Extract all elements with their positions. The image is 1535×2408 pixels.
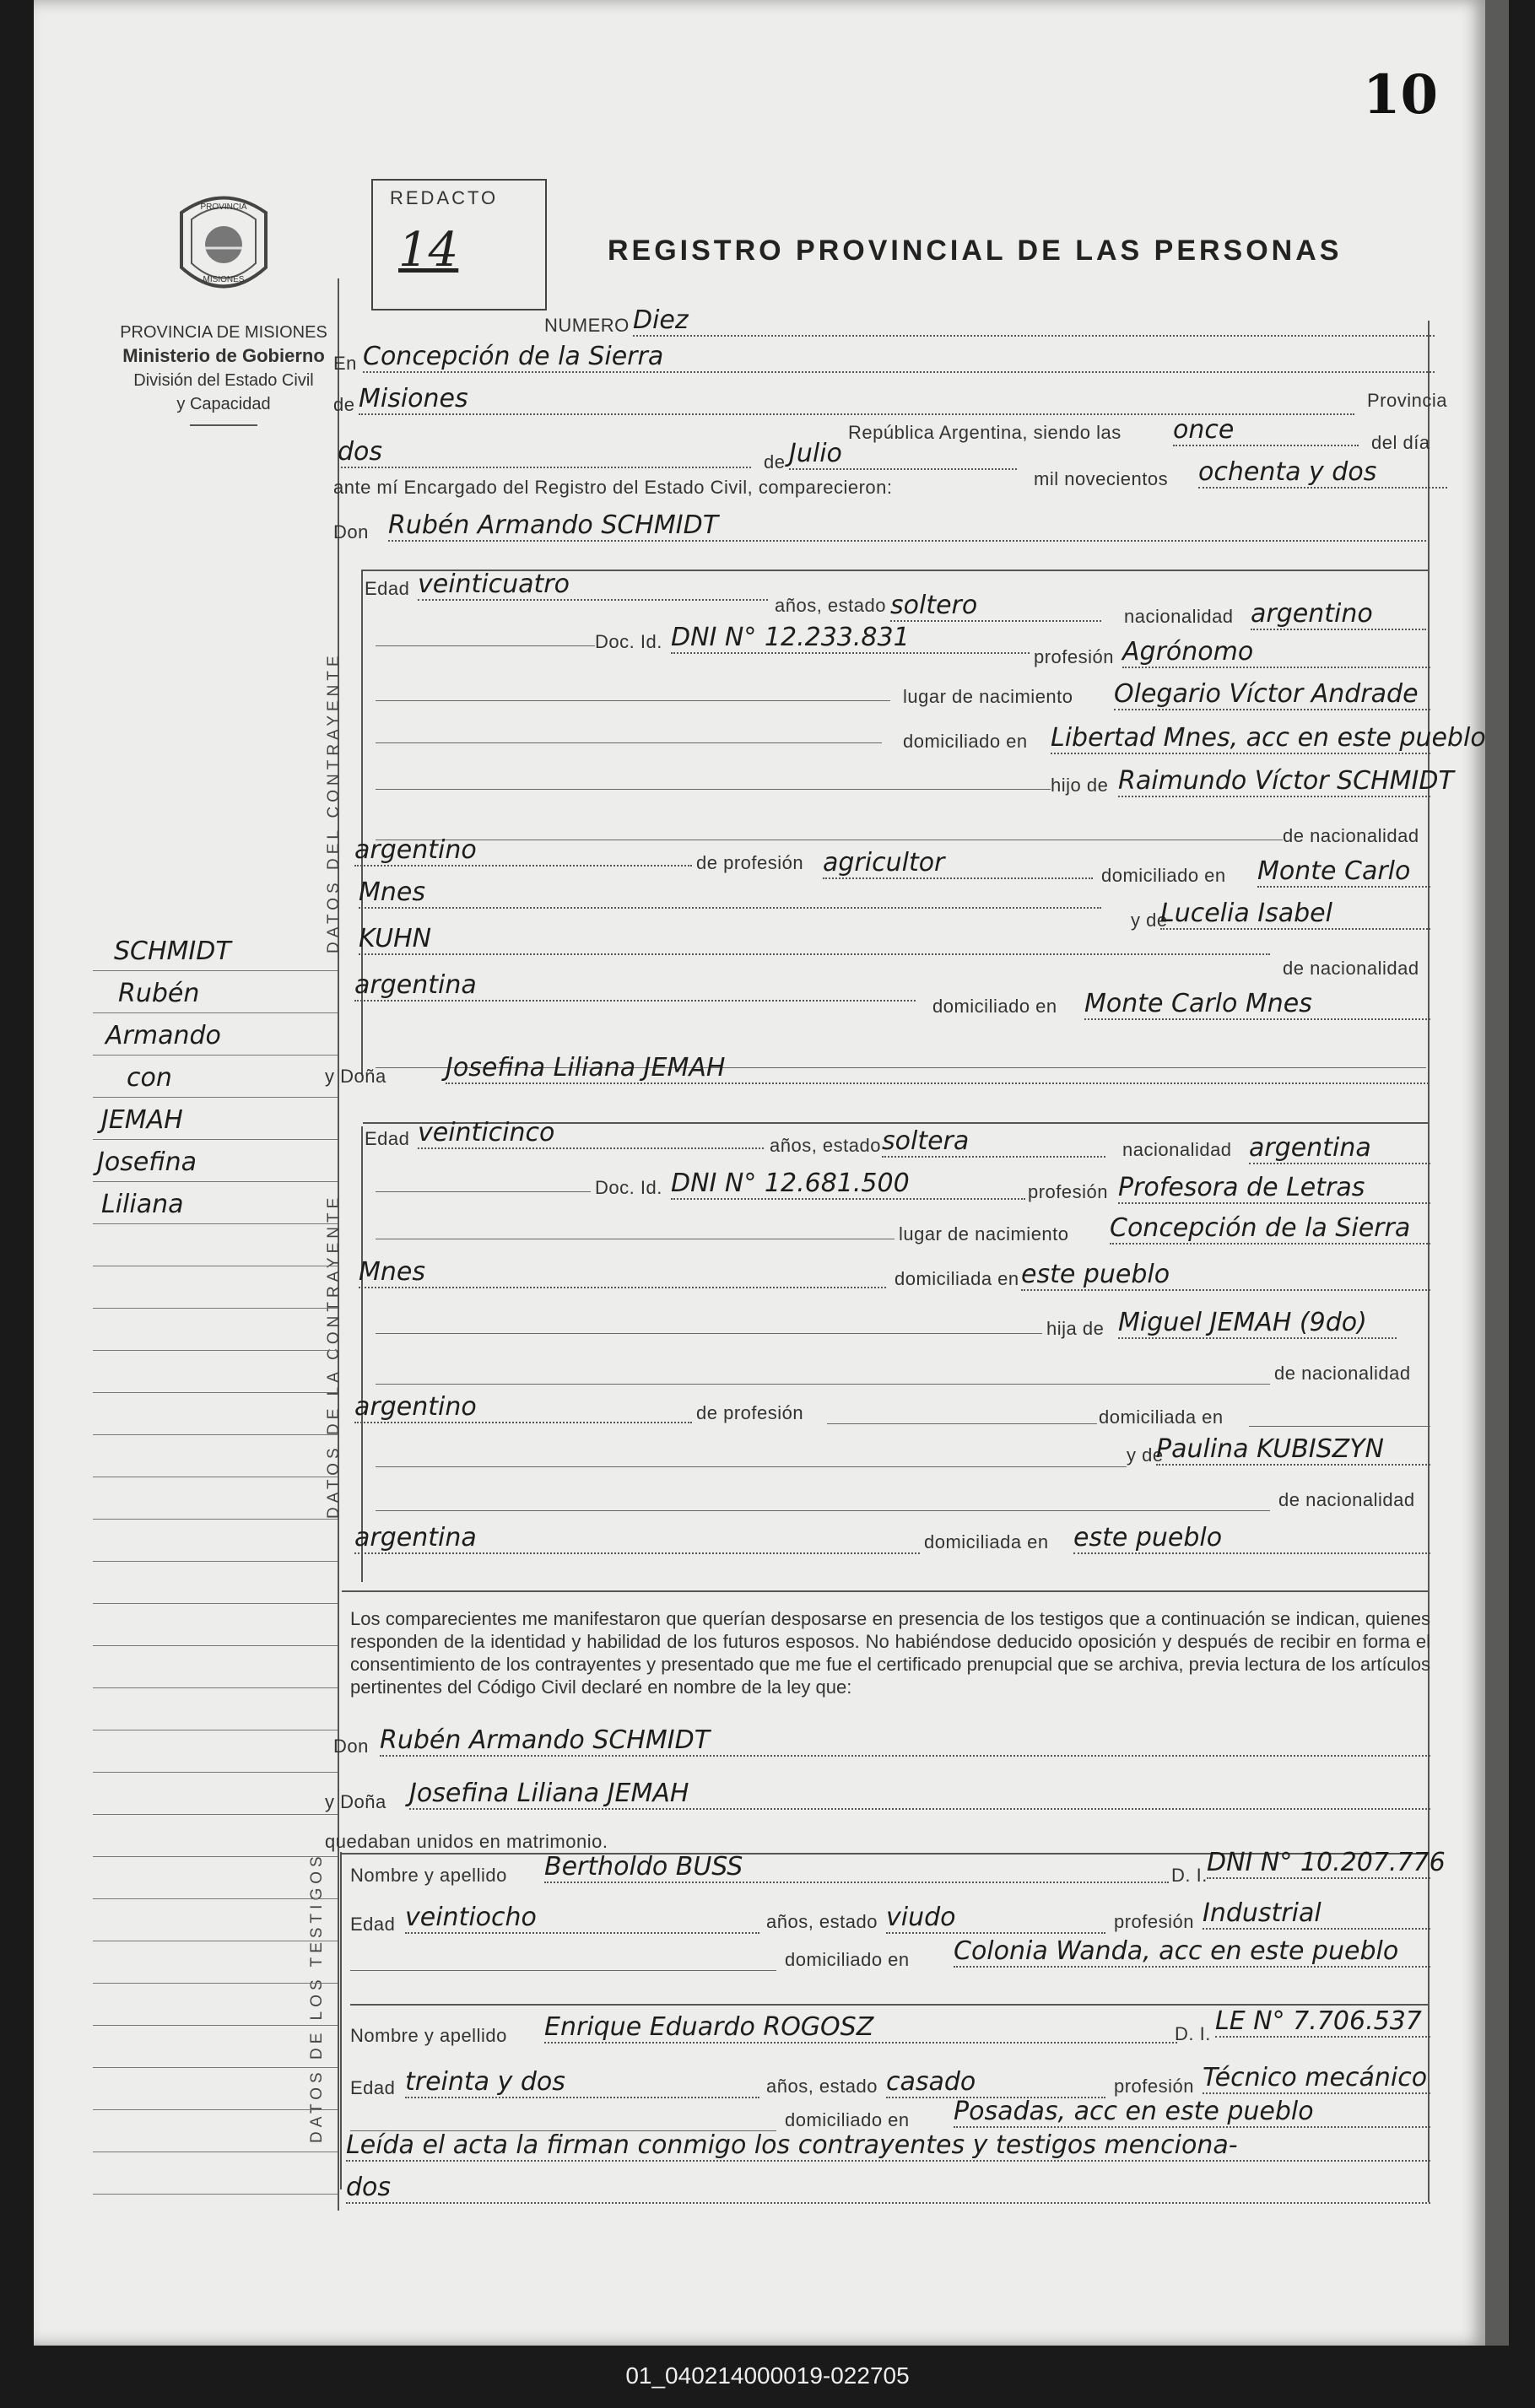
contrayente-side-label: DATOS DEL CONTRAYENTE (325, 651, 343, 953)
numero-value: Diez (633, 305, 1435, 337)
margin-name-1: Rubén (118, 979, 200, 1008)
margin-name-0: SCHMIDT (114, 937, 231, 966)
c-domic-value: Libertad Mnes, acc en este pueblo (1051, 723, 1486, 753)
f-anios-label: años, estado (770, 1135, 881, 1156)
margin-name-6: Liliana (101, 1190, 184, 1219)
c-padre-domic2-value: Mnes (359, 877, 1101, 909)
t1-nombre-value: Bertholdo BUSS (544, 1852, 1169, 1883)
numero-label: NUMERO (544, 315, 630, 336)
c-madre-nac-value: argentina (354, 970, 916, 1002)
c-madre-domic-value: Monte Carlo Mnes (1084, 989, 1430, 1020)
c-y-de-label: y de (1131, 910, 1168, 931)
org-line-ministry: Ministerio de Gobierno (122, 345, 325, 366)
f-prof-value: Profesora de Letras (1118, 1173, 1430, 1204)
f-hija-label: hija de (1046, 1318, 1105, 1339)
t2-nombre-value: Enrique Eduardo ROGOSZ (544, 2012, 1177, 2044)
c-de-prof-label: de profesión (696, 852, 804, 873)
t2-edad-value: treinta y dos (405, 2067, 759, 2098)
union-don-value: Rubén Armando SCHMIDT (380, 1725, 1430, 1757)
t2-nombre-label: Nombre y apellido (350, 2025, 507, 2046)
hora-value: once (1173, 415, 1359, 446)
t2-domic-label: domiciliado en (785, 2109, 910, 2130)
c-de-nac-label: de nacionalidad (1283, 825, 1419, 846)
de-value: Misiones (359, 384, 1354, 415)
margin-annotation-column (93, 937, 338, 2194)
c-estado-value: soltero (890, 591, 1101, 622)
f-edad-label: Edad (365, 1128, 410, 1149)
closing-line-2: dos (346, 2173, 1430, 2204)
union-quedaban: quedaban unidos en matrimonio. (325, 1831, 608, 1852)
c-domic-label: domiciliado en (903, 731, 1028, 752)
closing-line-1: Leída el acta la firman conmigo los contrayentes y testigos menciona- (346, 2130, 1430, 2162)
f-lugar2-value: Mnes (359, 1257, 886, 1288)
f-doc-label: Doc. Id. (595, 1177, 662, 1198)
t1-prof-label: profesión (1114, 1911, 1195, 1932)
f-prof-label: profesión (1028, 1181, 1109, 1202)
f-nac-label: nacionalidad (1122, 1139, 1232, 1160)
c-hijo-label: hijo de (1051, 775, 1109, 796)
redacto-value: 14 (398, 223, 459, 278)
c-padre-nac-value: argentino (354, 835, 692, 867)
mil-label: mil novecientos (1034, 468, 1169, 489)
t1-nombre-label: Nombre y apellido (350, 1865, 507, 1886)
c-padre-domic-value: Monte Carlo (1257, 856, 1430, 888)
provincia-label: Provincia (1367, 390, 1447, 411)
c-nac-value: argentino (1251, 599, 1426, 630)
de-mes-label: de (764, 451, 786, 472)
f-padre-value: Miguel JEMAH (9do) (1118, 1308, 1397, 1339)
org-line-province: PROVINCIA DE MISIONES (120, 323, 327, 342)
f-madre-domic-label: domiciliada en (924, 1531, 1049, 1552)
t2-domic-value: Posadas, acc en este pueblo (954, 2097, 1430, 2128)
c-padre-domic-label: domiciliado en (1101, 865, 1226, 886)
c-madre2-value: KUHN (359, 924, 1270, 955)
f-madre-nac-value: argentina (354, 1523, 920, 1554)
t1-domic-label: domiciliado en (785, 1949, 910, 1970)
f-madre-value: Paulina KUBISZYN (1156, 1434, 1430, 1466)
republica-label: República Argentina, siendo las (848, 422, 1122, 443)
c-lugar-value: Olegario Víctor Andrade (1114, 679, 1430, 710)
don-label: Don (333, 521, 369, 543)
f-padre-nac-value: argentino (354, 1392, 692, 1423)
t1-anios-label: años, estado (766, 1911, 878, 1932)
en-value: Concepción de la Sierra (363, 342, 1435, 373)
f-y-de-label: y de (1127, 1444, 1164, 1466)
c-edad-label: Edad (365, 578, 410, 599)
c-anios-label: años, estado (775, 595, 886, 616)
seal-top-text: PROVINCIA (200, 202, 247, 212)
f-madre-domic-value: este pueblo (1073, 1523, 1430, 1554)
c-doc-value: DNI N° 12.233.831 (671, 623, 1030, 654)
c-doc-label: Doc. Id. (595, 631, 662, 652)
c-padre-value: Raimundo Víctor SCHMIDT (1118, 766, 1454, 796)
del-dia-label: del día (1371, 432, 1430, 453)
f-lugar-value: Concepción de la Sierra (1110, 1213, 1430, 1244)
f-padre-domic-label: domiciliada en (1099, 1406, 1224, 1428)
margin-name-4: JEMAH (101, 1105, 183, 1135)
c-edad-value: veinticuatro (418, 570, 768, 601)
t2-prof-label: profesión (1114, 2076, 1195, 2097)
page-number: 10 (1363, 63, 1439, 127)
t1-edad-label: Edad (350, 1914, 396, 1935)
contrayente-f-side-label: DATOS DE LA CONTRAYENTE (325, 1193, 343, 1519)
redacto-box (371, 179, 547, 310)
union-dona-value: Josefina Liliana JEMAH (409, 1779, 1430, 1810)
c-madre-de-nac-label: de nacionalidad (1283, 958, 1419, 979)
issuing-organization (84, 321, 363, 426)
redacto-label: REDACTO (390, 187, 499, 208)
t1-di-label: D. I. (1171, 1865, 1208, 1886)
f-de-nac-label: de nacionalidad (1274, 1363, 1411, 1384)
org-line-capacity: y Capacidad (176, 395, 271, 413)
t2-estado-value: casado (886, 2067, 1105, 2098)
f-nac-value: argentina (1249, 1133, 1430, 1164)
c-madre-value: Lucelia Isabel (1160, 899, 1430, 930)
testigos-box-line (340, 1852, 342, 2189)
margin-name-3: con (127, 1063, 172, 1093)
t2-di-value: LE N° 7.706.537 (1215, 2006, 1430, 2038)
seal-bottom-text: MISIONES (203, 275, 245, 284)
register-page (34, 0, 1485, 2346)
t2-edad-label: Edad (350, 2077, 396, 2098)
org-line-division: División del Estado Civil (133, 371, 314, 390)
f-doc-value: DNI N° 12.681.500 (671, 1169, 1025, 1200)
f-domic-label: domiciliada en (895, 1268, 1019, 1289)
c-lugar-label: lugar de nacimiento (903, 686, 1073, 707)
f-edad-value: veinticinco (418, 1118, 764, 1149)
en-label: En (333, 353, 357, 374)
t1-domic-value: Colonia Wanda, acc en este pueblo (954, 1936, 1430, 1968)
scan-footer-id: 01_040214000019-022705 (625, 2362, 910, 2389)
mes-value: Julio (789, 439, 1017, 470)
c-prof-value: Agrónomo (1122, 637, 1430, 668)
margin-name-5: Josefina (97, 1147, 197, 1177)
c-madre-domic-label: domiciliado en (932, 996, 1057, 1017)
margin-name-2: Armando (105, 1021, 221, 1050)
t1-estado-value: viudo (886, 1903, 1105, 1934)
c-nac-label: nacionalidad (1124, 606, 1234, 627)
f-domic-value: este pueblo (1021, 1260, 1430, 1291)
testigos-side-label: DATOS DE LOS TESTIGOS (308, 1852, 326, 2143)
c-prof-label: profesión (1034, 646, 1115, 667)
t2-prof-value: Técnico mecánico (1203, 2063, 1430, 2094)
provincial-seal-icon (173, 187, 274, 305)
t1-prof-value: Industrial (1203, 1898, 1430, 1930)
don-value: Rubén Armando SCHMIDT (388, 510, 1426, 542)
dona-label: y Doña (325, 1066, 386, 1087)
t2-di-label: D. I. (1175, 2023, 1211, 2044)
t2-anios-label: años, estado (766, 2076, 878, 2097)
de-label: de (333, 394, 355, 415)
c-padre-prof-value: agricultor (823, 848, 1093, 879)
anio-value: ochenta y dos (1198, 457, 1447, 489)
t1-edad-value: veintiocho (405, 1903, 759, 1934)
f-madre-de-nac-label: de nacionalidad (1278, 1489, 1415, 1510)
t1-di-value: DNI N° 10.207.776 (1207, 1848, 1446, 1877)
contrayente-f-box-line (361, 1126, 363, 1582)
declaration-paragraph: Los comparecientes me manifestaron que querían desposarse en presencia de los testigos que a continuación se indican, quienes responden de la identidad y habilidad de los futuros esposos. No habiéndose deducido oposición y después de recibir en forma el consentimiento de los contrayentes y presentado que me fue el certificado prenupcial que se archiva, previa lectura de los artículos pertinentes del Código Civil declaré en nombre de la ley que: (350, 1608, 1430, 1698)
dia-value: dos (338, 437, 751, 468)
f-de-prof-label: de profesión (696, 1402, 804, 1423)
register-title: REGISTRO PROVINCIAL DE LAS PERSONAS (608, 235, 1343, 267)
f-lugar-label: lugar de nacimiento (899, 1223, 1069, 1244)
binding-edge (1484, 0, 1509, 2346)
dona-value: Josefina Liliana JEMAH (446, 1053, 1429, 1084)
union-don-label: Don (333, 1736, 369, 1757)
ante-label: ante mí Encargado del Registro del Estado Civil, comparecieron: (333, 477, 893, 498)
union-dona-label: y Doña (325, 1791, 386, 1812)
f-estado-value: soltera (882, 1126, 1105, 1158)
